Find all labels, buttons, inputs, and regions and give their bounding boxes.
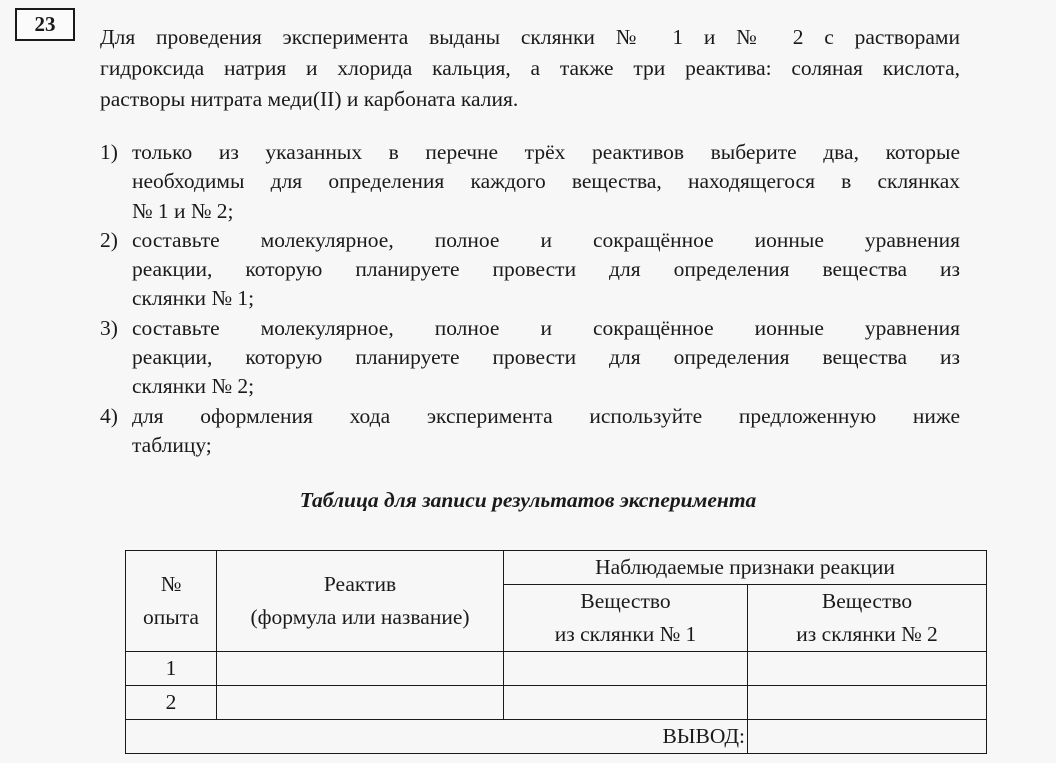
header-experiment-no: [126, 551, 217, 652]
step-line: склянки № 1;: [132, 286, 255, 311]
task-intro: [100, 22, 960, 115]
table-title: Таблица для записи результатов эксперимента: [299, 488, 757, 512]
conclusion-label: ВЫВОД:: [126, 720, 748, 754]
substance-2-cell[interactable]: [748, 686, 987, 720]
intro-line: гидроксида натрия и хлорида кальция, а также три реактива: соляная кислота,: [100, 56, 960, 80]
step-line: таблицу;: [132, 432, 212, 457]
header-substance-1: [504, 585, 748, 652]
substance-1-cell[interactable]: [504, 686, 748, 720]
header-text: Реактив: [323, 572, 397, 596]
reagent-cell[interactable]: [217, 686, 504, 720]
task-step-1: [100, 138, 960, 226]
step-number: 4): [100, 403, 118, 428]
task-step-4: [100, 402, 960, 461]
header-substance-2: [748, 585, 987, 652]
row-number: 2: [126, 686, 217, 720]
intro-line: Для проведения эксперимента выданы склянки № 1 и № 2 с растворами: [100, 25, 960, 49]
header-text: из склянки № 2: [796, 622, 938, 646]
table-row: [126, 652, 987, 686]
step-line: для оформления хода эксперимента используйте предложенную ниже: [132, 403, 960, 428]
row-number: 1: [126, 652, 217, 686]
header-text: (формула или название): [250, 605, 470, 629]
table-header-row: [126, 551, 987, 585]
header-observed-signs: Наблюдаемые признаки реакции: [504, 551, 987, 585]
reagent-cell[interactable]: [217, 652, 504, 686]
header-text: опыта: [143, 605, 199, 629]
substance-1-cell[interactable]: [504, 652, 748, 686]
header-reagent: [217, 551, 504, 652]
task-step-3: [100, 314, 960, 402]
header-text: из склянки № 1: [554, 622, 697, 646]
step-number: 3): [100, 315, 118, 340]
step-line: склянки № 2;: [132, 374, 255, 399]
conclusion-row: [126, 720, 987, 754]
task-number: 23: [34, 12, 56, 36]
header-text: №: [160, 572, 182, 596]
step-line: № 1 и № 2;: [132, 198, 234, 223]
intro-line: растворы нитрата меди(II) и карбоната калия.: [100, 87, 519, 111]
substance-2-cell[interactable]: [748, 652, 987, 686]
task-step-2: [100, 226, 960, 314]
step-number: 1): [100, 140, 118, 164]
step-line: реакции, которую планируете провести для определения вещества из: [132, 257, 960, 282]
step-line: необходимы для определения каждого вещества, находящегося в склянках: [132, 169, 960, 194]
header-text: Вещество: [580, 589, 671, 613]
step-line: только из указанных в перечне трёх реактивов выберите два, которые: [132, 140, 960, 164]
task-number-box: [15, 8, 75, 41]
table-row: [126, 686, 987, 720]
results-table: [125, 550, 987, 754]
step-line: составьте молекулярное, полное и сокращённое ионные уравнения: [132, 227, 960, 252]
conclusion-cell[interactable]: [748, 720, 987, 754]
step-number: 2): [100, 227, 118, 252]
header-text: Вещество: [821, 589, 913, 613]
task-steps-list: [100, 138, 960, 460]
step-line: составьте молекулярное, полное и сокращённое ионные уравнения: [132, 315, 960, 340]
step-line: реакции, которую планируете провести для определения вещества из: [132, 345, 960, 370]
